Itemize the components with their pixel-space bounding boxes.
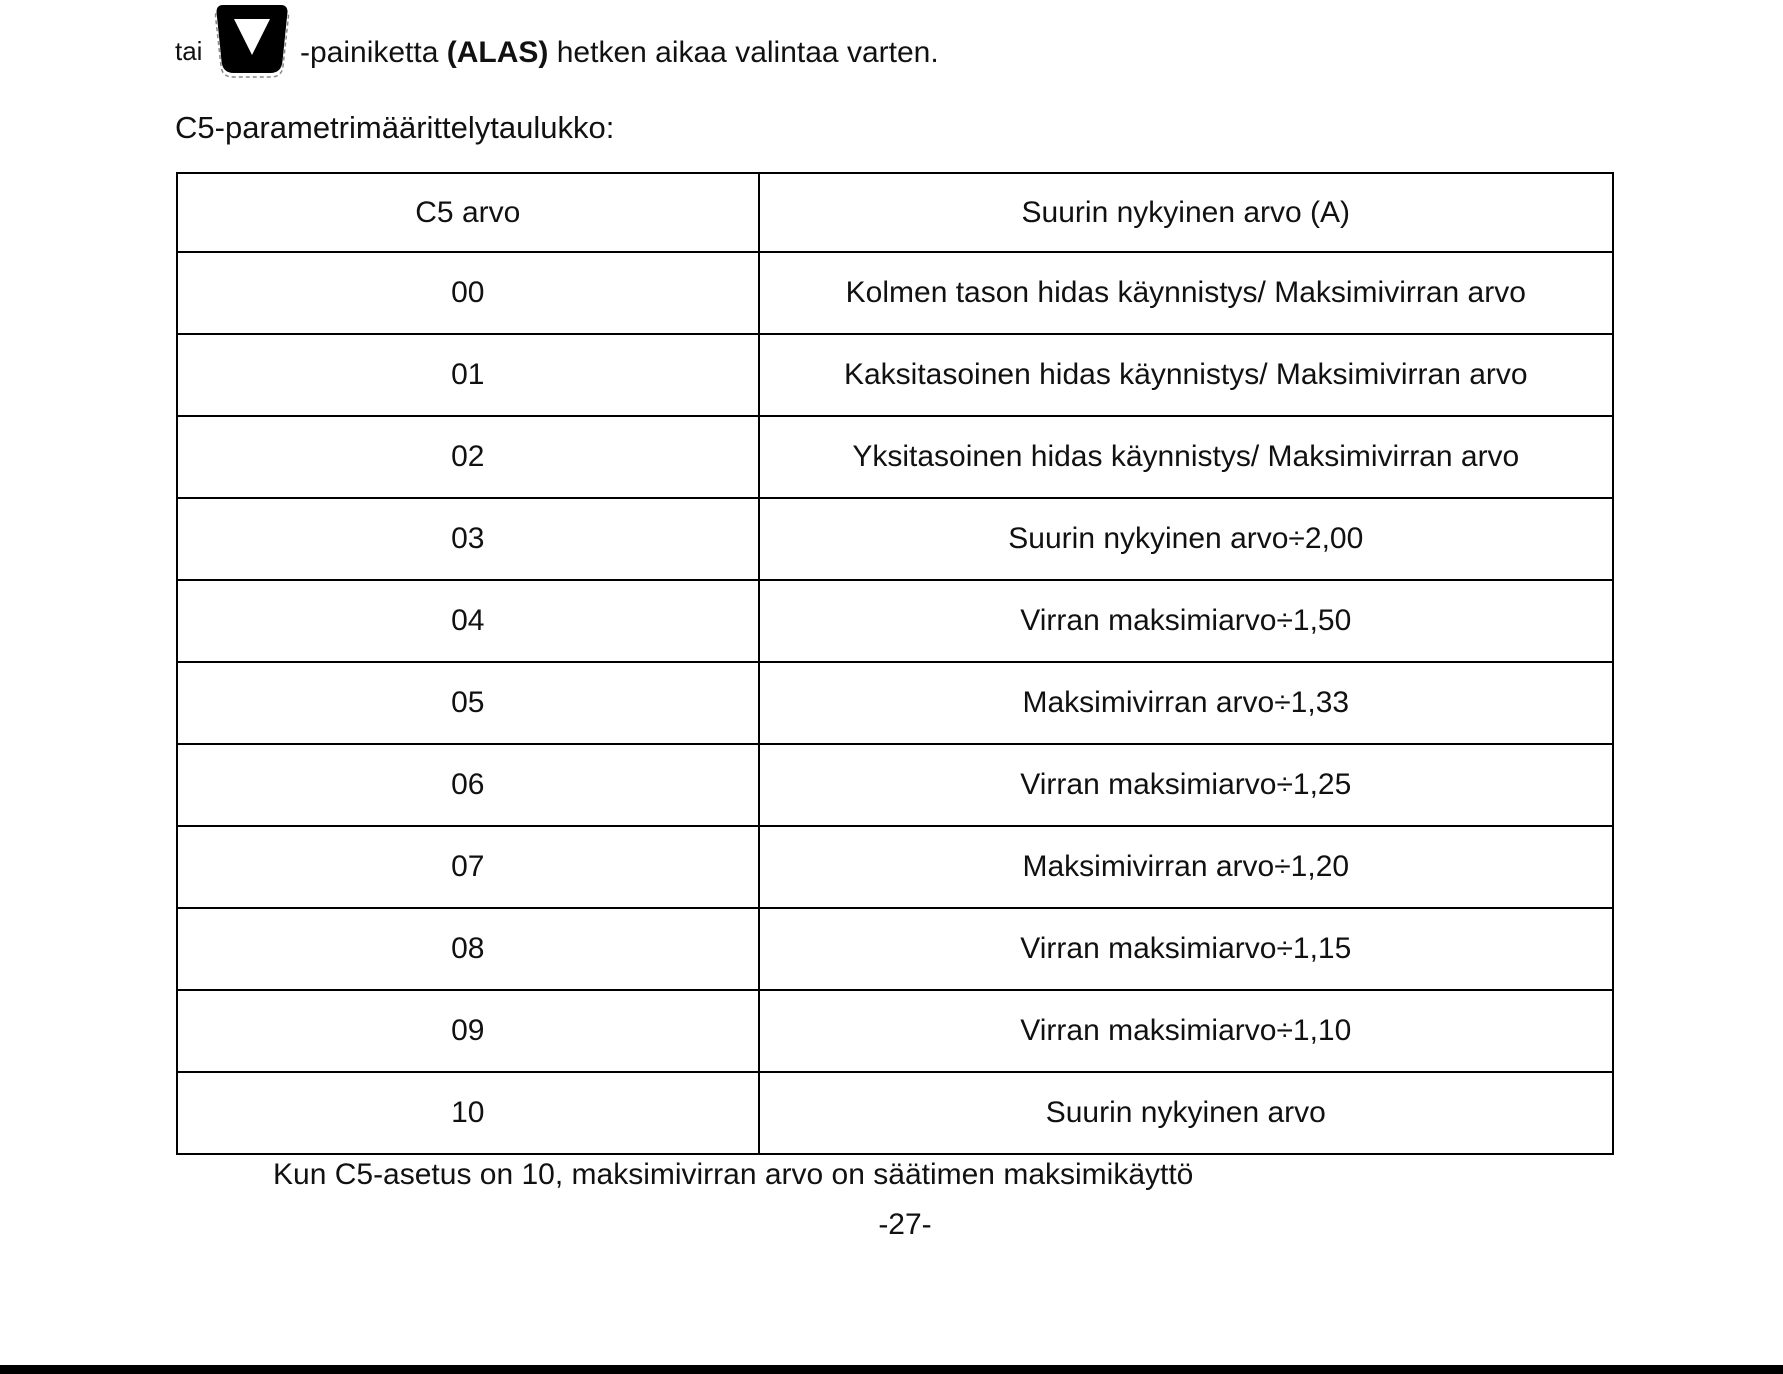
page-number: -27-	[878, 1208, 932, 1241]
c5-value-cell: 03	[177, 498, 759, 580]
c5-value-cell: 01	[177, 334, 759, 416]
intro-sentence-bold: (ALAS)	[446, 36, 549, 69]
intro-sentence	[300, 36, 939, 70]
intro-sentence-post: hetken aikaa valintaa varten.	[548, 36, 939, 69]
table-row	[177, 908, 1613, 990]
table-row	[177, 252, 1613, 334]
intro-prefix-label: tai	[175, 36, 203, 66]
description-cell: Kolmen tason hidas käynnistys/ Maksimivirran arvo	[759, 252, 1613, 334]
header-c5-value: C5 arvo	[177, 173, 759, 252]
c5-value-cell: 02	[177, 416, 759, 498]
c5-value-cell: 07	[177, 826, 759, 908]
table-row	[177, 826, 1613, 908]
c5-value-cell: 05	[177, 662, 759, 744]
table-row	[177, 580, 1613, 662]
description-cell: Virran maksimiarvo÷1,25	[759, 744, 1613, 826]
description-cell: Kaksitasoinen hidas käynnistys/ Maksimivirran arvo	[759, 334, 1613, 416]
c5-value-cell: 00	[177, 252, 759, 334]
description-cell: Yksitasoinen hidas käynnistys/ Maksimivirran arvo	[759, 416, 1613, 498]
description-cell: Virran maksimiarvo÷1,50	[759, 580, 1613, 662]
table-row	[177, 334, 1613, 416]
table-row	[177, 416, 1613, 498]
description-cell: Maksimivirran arvo÷1,33	[759, 662, 1613, 744]
table-header-row	[177, 173, 1613, 252]
down-arrow-button-icon	[212, 2, 292, 80]
c5-value-cell: 06	[177, 744, 759, 826]
table-row	[177, 990, 1613, 1072]
table-row	[177, 498, 1613, 580]
c5-value-cell: 10	[177, 1072, 759, 1154]
description-cell: Suurin nykyinen arvo÷2,00	[759, 498, 1613, 580]
description-cell: Suurin nykyinen arvo	[759, 1072, 1613, 1154]
header-description: Suurin nykyinen arvo (A)	[759, 173, 1613, 252]
c5-parameter-table	[176, 172, 1614, 1155]
footer-note: Kun C5-asetus on 10, maksimivirran arvo on säätimen maksimikäyttö	[273, 1158, 1194, 1191]
bottom-scan-bar	[0, 1365, 1783, 1374]
intro-sentence-pre: -painiketta	[300, 36, 447, 69]
table-row	[177, 662, 1613, 744]
description-cell: Maksimivirran arvo÷1,20	[759, 826, 1613, 908]
table-row	[177, 1072, 1613, 1154]
c5-value-cell: 09	[177, 990, 759, 1072]
table-row	[177, 744, 1613, 826]
description-cell: Virran maksimiarvo÷1,10	[759, 990, 1613, 1072]
description-cell: Virran maksimiarvo÷1,15	[759, 908, 1613, 990]
table-title: C5-parametrimäärittelytaulukko:	[175, 110, 615, 145]
c5-value-cell: 08	[177, 908, 759, 990]
c5-value-cell: 04	[177, 580, 759, 662]
